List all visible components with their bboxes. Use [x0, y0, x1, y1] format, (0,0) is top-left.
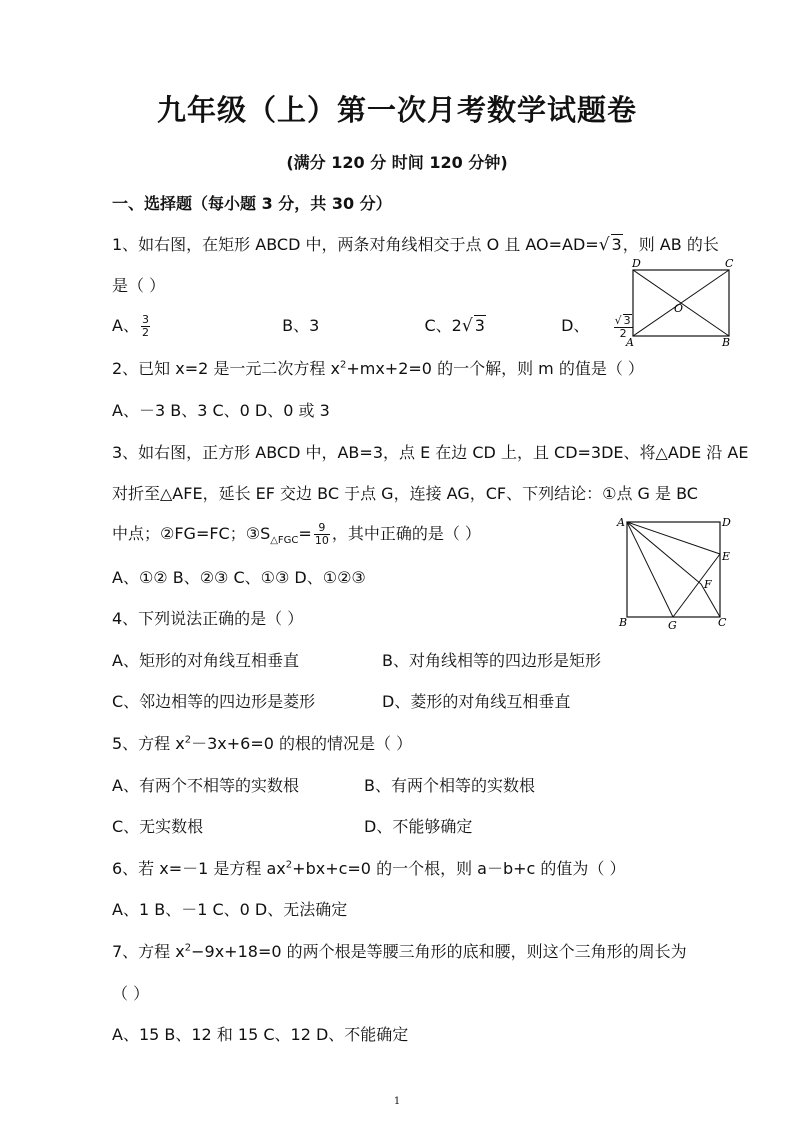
label-a: A: [617, 516, 625, 529]
question-2-options: A、－3 B、3 C、0 D、0 或 3: [112, 401, 330, 420]
question-5-options-row-2: C、无实数根 D、不能够确定: [112, 817, 473, 836]
label-c: C: [718, 616, 727, 629]
question-2-stem: 2、已知 x=2 是一元二次方程 $x^2+mx+2=0$ 的一个解，则 m 的值是（ ）: [112, 359, 644, 378]
question-1-options: A、 $\frac{3}{2}$ B、3 C、2√ 3 D、 $\frac{√ 3}{2}$: [112, 313, 631, 340]
label-g: G: [668, 619, 677, 632]
question-5-options-row-1: A、有两个不相等的实数根 B、有两个相等的实数根: [112, 776, 535, 795]
label-o: O: [674, 302, 684, 315]
label-d: D: [632, 257, 641, 270]
page-number: 1: [393, 1096, 401, 1107]
label-b: B: [722, 336, 731, 348]
question-6-options: A、1 B、－1 C、0 D、无法确定: [112, 900, 348, 919]
page-title: 九年级（上）第一次月考数学试题卷: [156, 93, 637, 127]
question-3-line-3: 中点；②FG=FC；$③S_{\triangle FGC}=$ $\frac{9}{10}$ ，其中正确的是（ ）: [112, 521, 481, 547]
question-4-options-row-2: C、邻边相等的四边形是菱形 D、菱形的对角线互相垂直: [112, 692, 571, 711]
question-7-stem: 7、方程 $x^2-9x+18=0$ 的两个根是等腰三角形的底和腰，则这个三角形的周长为: [112, 942, 687, 961]
question-4-options-row-1: A、矩形的对角线互相垂直 B、对角线相等的四边形是矩形: [112, 651, 601, 670]
question-3-line-1: 3、如右图，正方形 ABCD 中，AB=3，点 E 在边 CD 上，且 CD=3DE、将△ADE 沿 AE: [112, 443, 749, 462]
label-e: E: [722, 550, 731, 563]
question-4-stem: 4、下列说法正确的是（ ）: [112, 609, 304, 628]
label-c: C: [725, 257, 734, 270]
label-b: B: [619, 616, 628, 629]
question-5-stem: 5、方程 $x^2-3x+6=0$ 的根的情况是（ ）: [112, 734, 413, 753]
square-figure: [612, 512, 738, 632]
label-a: A: [626, 336, 634, 348]
label-f: F: [704, 578, 712, 591]
question-7-line-2: （ ）: [112, 984, 150, 1003]
question-1-line-1: 1、如右图，在矩形 ABCD 中，两条对角线相交于点 O 且 AO=AD=√ 3，则 AB 的长: [112, 235, 719, 255]
question-3-options: A、①② B、②③ C、①③ D、①②③: [112, 568, 366, 587]
label-d: D: [722, 516, 731, 529]
question-7-options: A、15 B、12 和 15 C、12 D、不能确定: [112, 1025, 409, 1044]
rectangle-figure: [622, 256, 746, 348]
question-6-stem: 6、若 x=－1 是方程 $ax^2+bx+c=0$ 的一个根，则 a－b+c 的值为（ ）: [112, 859, 626, 878]
section-heading: 一、选择题（每小题 3 分，共 30 分）: [112, 194, 392, 213]
exam-subtitle: (满分 120 分 时间 120 分钟): [286, 153, 508, 172]
question-1-line-2: 是（ ）: [112, 276, 166, 295]
question-3-line-2: 对折至△AFE，延长 EF 交边 BC 于点 G，连接 AG，CF、下列结论：①点 G 是 BC: [112, 484, 698, 503]
